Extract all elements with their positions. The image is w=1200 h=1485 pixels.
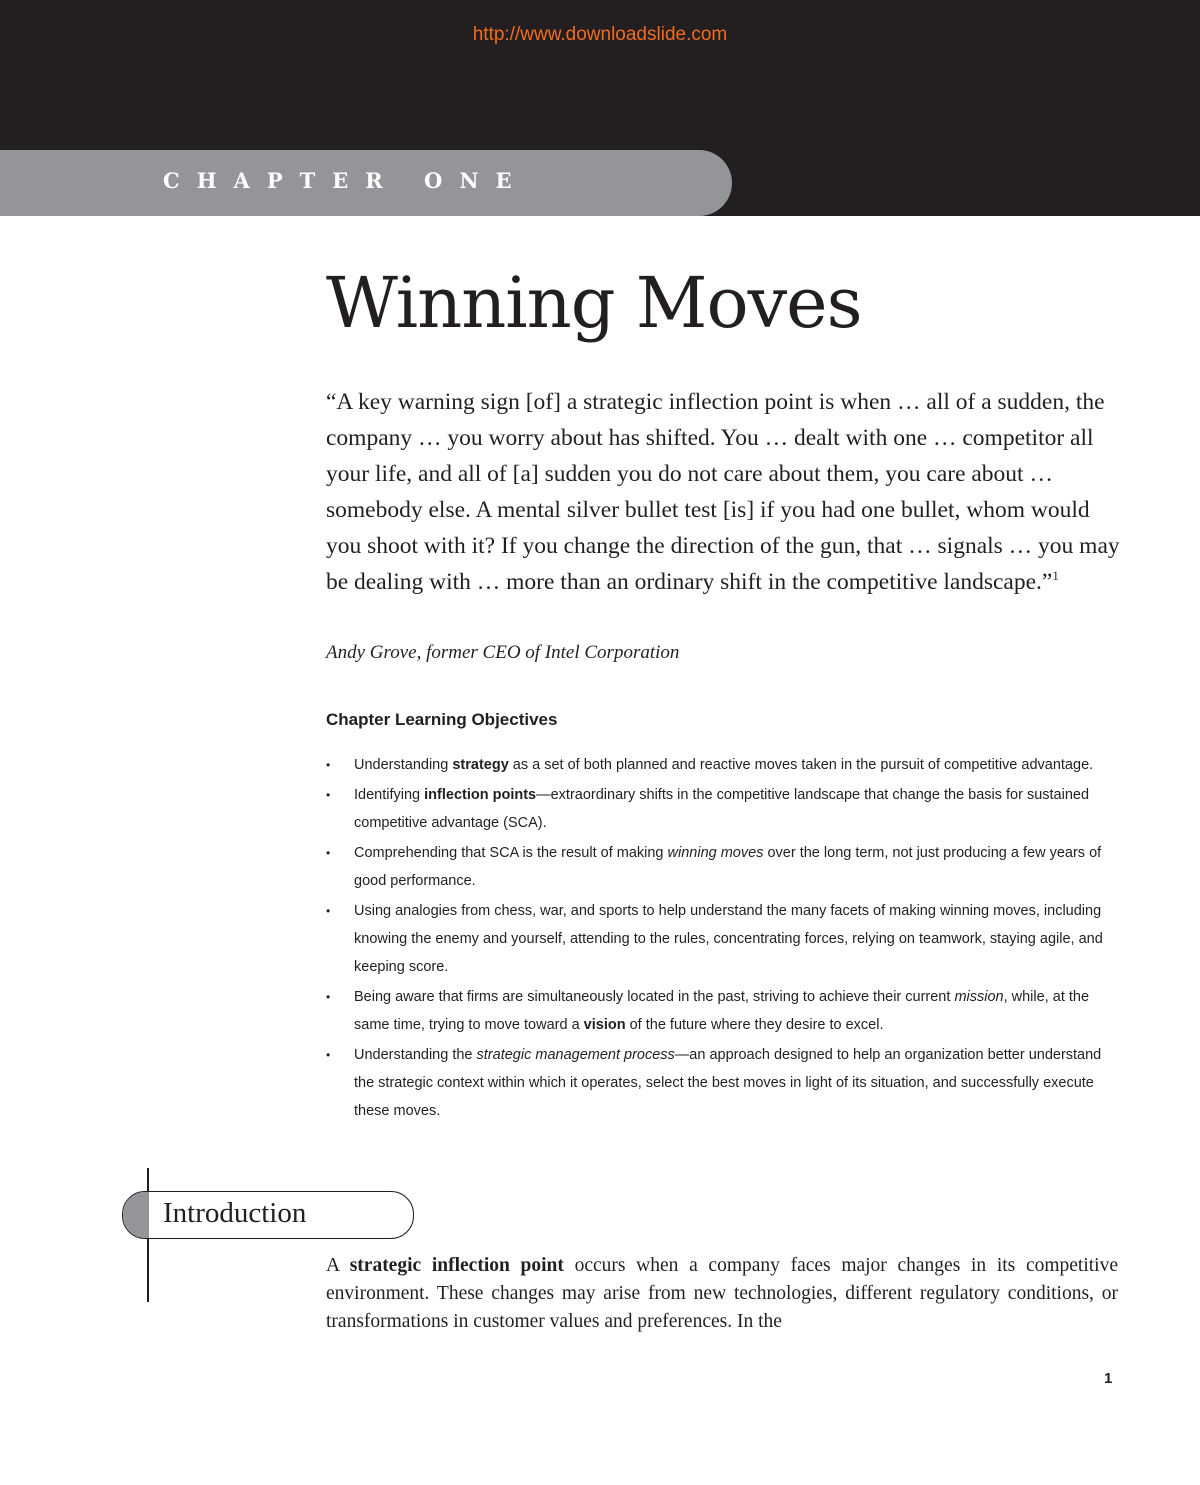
epigraph-attribution: Andy Grove, former CEO of Intel Corporation [326, 642, 680, 663]
objective-text: Being aware that firms are simultaneously located in the past, striving to achieve their current [354, 989, 955, 1005]
objective-term: inflection points [424, 787, 537, 803]
objective-text: as a set of both planned and reactive moves taken in the pursuit of competitive advantage. [508, 757, 1094, 773]
objective-text: Using analogies from chess, war, and sports to help understand the many facets of making winning moves, including knowing the enemy and yourself, attending to the rules, concentrating forces, relying on teamwork, staying agile, and keeping score. [354, 903, 1103, 975]
page-number: 1 [1104, 1370, 1113, 1387]
objectives-list [326, 751, 1122, 1127]
objective-text: Understanding the [354, 1047, 477, 1063]
footnote-marker: 1 [1052, 568, 1059, 583]
epigraph-quote [326, 384, 1126, 600]
objective-item-2 [326, 781, 1122, 837]
objective-item-3 [326, 839, 1122, 895]
objective-text: Comprehending that SCA is the result of making [354, 845, 668, 861]
objective-item-6 [326, 1041, 1122, 1125]
objective-text: —extraordinary shifts in the competitive landscape that change the basis for sustained competitive advantage (SCA). [354, 787, 1090, 831]
objective-text: of the future where they desire to excel. [625, 1017, 884, 1033]
introduction-text: occurs when a company faces major changes in its competitive environment. These changes may arise from new technologies, different regulatory conditions, or transformations in customer values and preferences. In the [326, 1255, 1118, 1332]
objective-term: mission [954, 989, 1004, 1005]
chapter-title: Winning Moves [326, 262, 862, 344]
objective-item-4 [326, 897, 1122, 981]
epigraph-quote-text: “A key warning sign [of] a strategic inflection point is when … all of a sudden, the company … you worry about has shifted. You … dealt with one … competitor all your life, and all of [a] sudden you do not care about them, you care about … somebody else. A mental silver bullet test [is] if you had one bullet, whom would you shoot with it? If you change the direction of the gun, that … signals … you may be dealing with … more than an ordinary shift in the competitive landscape.” [326, 389, 1120, 595]
introduction-term: strategic inflection point [349, 1255, 564, 1276]
objective-term: strategy [452, 757, 509, 773]
objective-term: winning moves [667, 845, 764, 861]
objective-item-5 [326, 983, 1122, 1039]
introduction-text: A [326, 1255, 350, 1276]
objective-term: vision [583, 1017, 626, 1033]
objective-text: —an approach designed to help an organization better understand the strategic context within which it operates, select the best moves in light of its situation, and successfully execute these moves. [354, 1047, 1102, 1119]
chapter-label: CHAPTER ONE [163, 168, 529, 193]
objective-text: Understanding [354, 757, 453, 773]
objectives-heading: Chapter Learning Objectives [326, 710, 558, 729]
objective-item-1 [326, 751, 1122, 779]
objective-text: , while, at the same time, trying to move toward a [354, 989, 1090, 1033]
objective-term: strategic management process [476, 1047, 675, 1063]
section-heading: Introduction [163, 1197, 307, 1229]
source-url[interactable]: http://www.downloadslide.com [472, 24, 728, 45]
introduction-paragraph [326, 1252, 1118, 1336]
section-heading-pill-cap [123, 1192, 149, 1238]
objective-text: Identifying [354, 787, 425, 803]
objective-text: over the long term, not just producing a few years of good performance. [354, 845, 1102, 889]
